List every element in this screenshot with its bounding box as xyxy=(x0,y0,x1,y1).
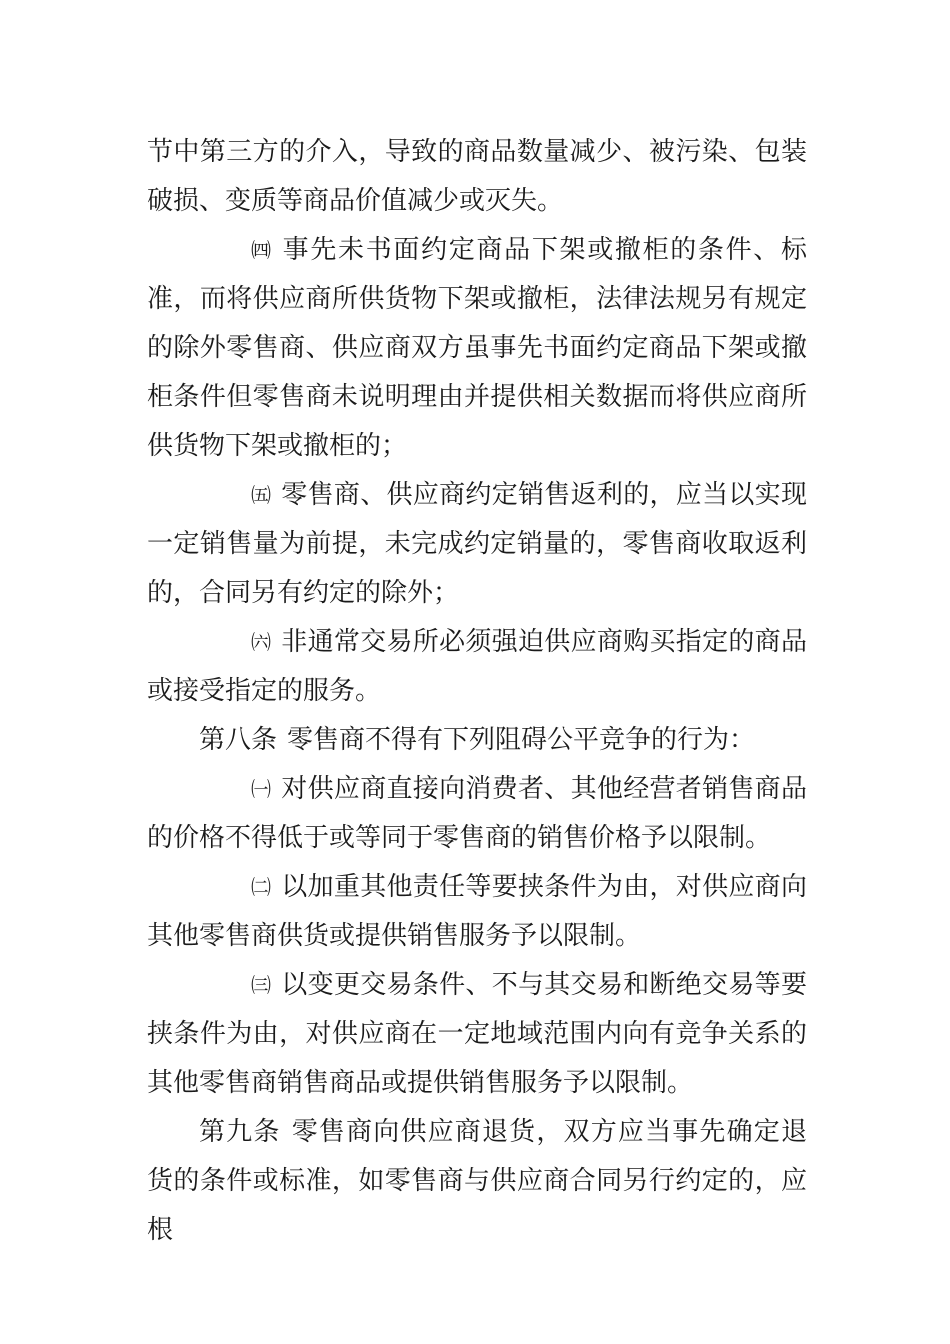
paragraph-item-3 xyxy=(147,961,807,1108)
paragraph-item-6 xyxy=(147,618,807,716)
paragraph-text: 非通常交易所必须强迫供应商购买指定的商品或接受指定的服务。 xyxy=(147,627,807,706)
paragraph-text: 事先未书面约定商品下架或撤柜的条件、标准，而将供应商所供货物下架或撤柜，法律法规另有规定的除外零售商、供应商双方虽事先书面约定商品下架或撤柜条件但零售商未说明理由并提供相关数据而将供应商所供货物下架或撤柜的； xyxy=(147,235,807,461)
paragraph-item-5 xyxy=(147,471,807,618)
paragraph-text: 以变更交易条件、不与其交易和断绝交易等要挟条件为由，对供应商在一定地域范围内向有竞争关系的其他零售商销售商品或提供销售服务予以限制。 xyxy=(147,970,807,1098)
article-8 xyxy=(147,716,807,765)
item-marker: ㈡ xyxy=(251,875,271,899)
paragraph-text: 对供应商直接向消费者、其他经营者销售商品的价格不得低于或等同于零售商的销售价格予以限制。 xyxy=(147,774,807,853)
article-heading: 第九条 xyxy=(199,1117,281,1147)
article-heading: 第八条 xyxy=(199,725,278,755)
paragraph-text: 零售商向供应商退货，双方应当事先确定退货的条件或标准，如零售商与供应商合同另行约定的，应根 xyxy=(147,1117,807,1245)
paragraph-text: 零售商不得有下列阻碍公平竞争的行为： xyxy=(287,725,756,755)
paragraph-item-2 xyxy=(147,863,807,961)
paragraph-text: 以加重其他责任等要挟条件为由，对供应商向其他零售商供货或提供销售服务予以限制。 xyxy=(147,872,807,951)
document-body xyxy=(147,128,807,1255)
paragraph-continuation xyxy=(147,128,807,226)
paragraph-text: 节中第三方的介入，导致的商品数量减少、被污染、包装破损、变质等商品价值减少或灭失。 xyxy=(147,137,807,216)
paragraph-text: 零售商、供应商约定销售返利的，应当以实现一定销售量为前提，未完成约定销量的，零售商收取返利的，合同另有约定的除外； xyxy=(147,480,807,608)
item-marker: ㈠ xyxy=(251,777,271,801)
paragraph-item-4 xyxy=(147,226,807,471)
item-marker: ㈣ xyxy=(251,238,271,262)
paragraph-item-1 xyxy=(147,765,807,863)
item-marker: ㈥ xyxy=(251,630,271,654)
item-marker: ㈤ xyxy=(251,483,271,507)
article-9 xyxy=(147,1108,807,1255)
item-marker: ㈢ xyxy=(251,973,271,997)
